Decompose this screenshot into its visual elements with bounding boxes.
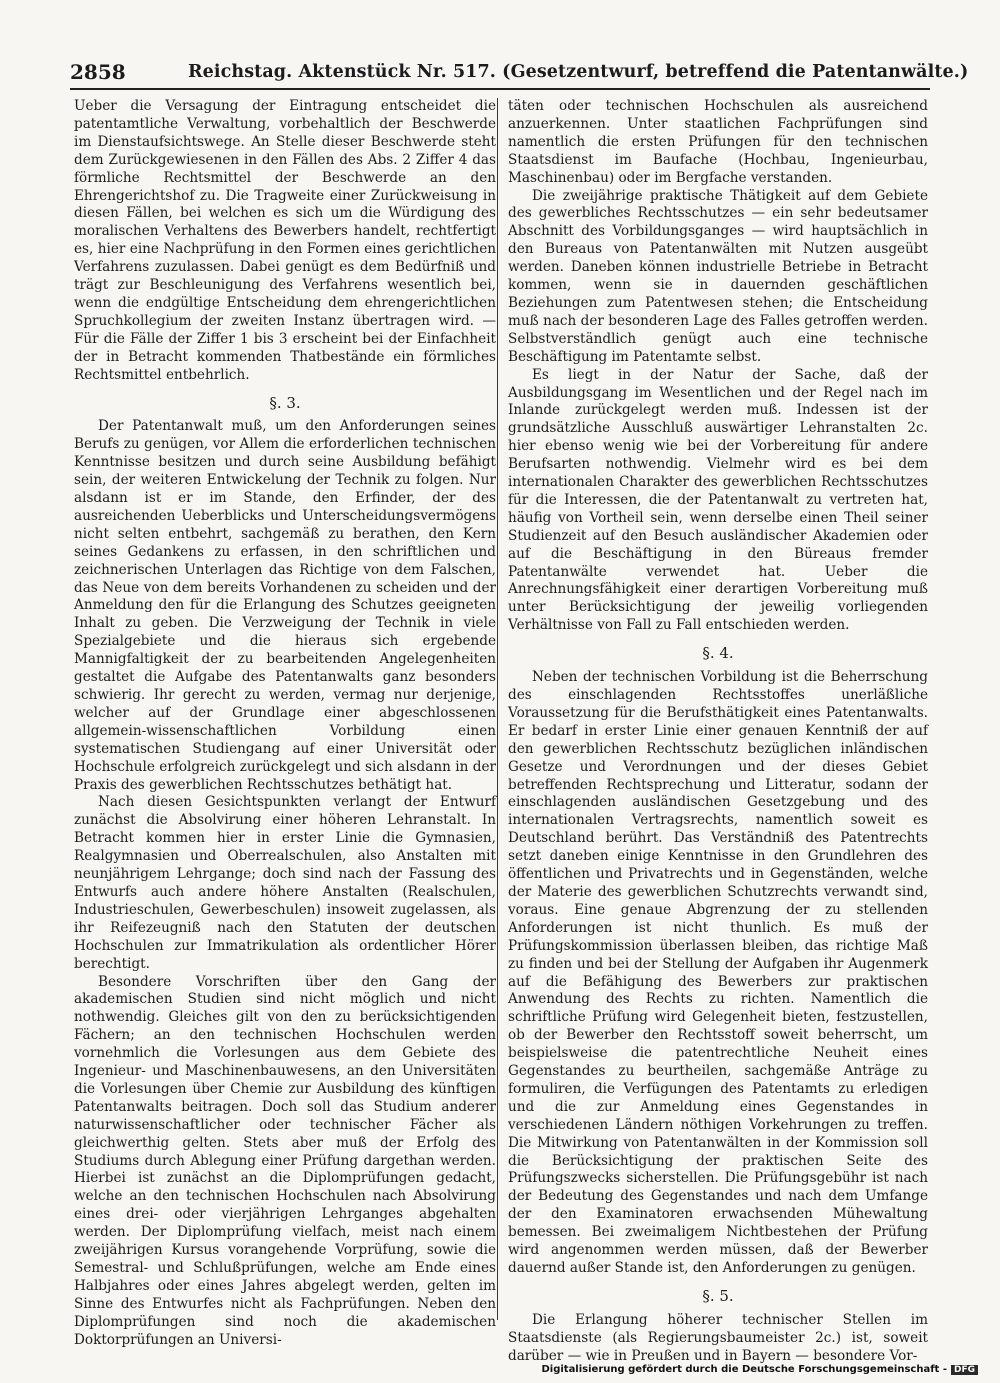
- dfg-logo: DFG: [951, 1365, 978, 1375]
- footer-credit: [541, 1364, 978, 1375]
- paragraph: Es liegt in der Natur der Sache, daß der Ausbildungsgang im Wesentlichen und der Regel nach im Inlande zurückgelegt werden muß. Indessen ist der grundsätzliche Ausschluß auswärtiger Lehranstalten 2c. hier ebenso wenig wie bei der Vorbereitung für andere Berufsarten nothwendig. Vielmehr wird es bei dem internationalen Charakter des gewerblichen Rechtsschutzes für die Interessen, die der Patentanwalt zu vertreten hat, häufig von Vortheil sein, wenn derselbe einen Theil seiner Studienzeit auf den Besuch ausländischer Akademien oder auf die Beschäftigung in den Büreaus fremder Patentanwälte verwendet hat. Ueber die Anrechnungsfähigkeit einer derartigen Vorbereitung muß unter Berücksichtigung der jeweilig vorliegenden Verhältnisse von Fall zu Fall entschieden werden.: [508, 366, 928, 634]
- page-number: 2858: [70, 60, 126, 84]
- paragraph: täten oder technischen Hochschulen als ausreichend anzuerkennen. Unter staatlichen Fachprüfungen sind namentlich die ersten Prüfungen für den technischen Staatsdienst im Baufache (Hochbau, Ingenieurbau, Maschinenbau) oder im Bergfache verstanden.: [508, 98, 928, 186]
- paragraph: Neben der technischen Vorbildung ist die Beherrschung des einschlagenden Rechtsstoffes unerläßliche Voraussetzung für die Berufsthätigkeit eines Patentanwalts. Er bedarf in erster Linie einer genauen Kenntniß der auf den gewerblichen Rechtsschutz bezüglichen inländischen Gesetze und Verordnungen und der dieses Gebiet betreffenden Rechtsprechung und Litteratur, sodann der einschlagenden ausländischen Gesetzgebung und des internationalen Vertragsrechts, namentlich soweit es Deutschland berührt. Das Verständniß des Patentrechts setzt daneben einige Kenntnisse in den Grundlehren des öffentlichen und Privatrechts und in Gegenständen, welche der Materie des gewerblichen Schutzrechts verwandt sind, voraus. Eine genaue Abgrenzung der zu stellenden Anforderungen ist nicht thunlich. Es muß der Prüfungskommission überlassen bleiben, das richtige Maß zu finden und bei der Stellung der Aufgaben ihr Augenmerk auf die Befähigung des Bewerbers zur praktischen Anwendung des Rechts zu richten. Namentlich die schriftliche Prüfung wird Gelegenheit bieten, festzustellen, ob der Bewerber den Rechtsstoff soweit beherrscht, um beispielsweise die patentrechtliche Neuheit eines Gegenstandes zu beurtheilen, sachgemäße Anträge zu formuliren, die Verfügungen des Patentamts zu erledigen und die zur Anmeldung eines Gegenstandes in verschiedenen Ländern nöthigen Vorkehrungen zu treffen. Die Mitwirkung von Patentanwälten in der Kommission soll die Berücksichtigung der praktischen Seite des Prüfungszwecks sicherstellen. Die Prüfungsgebühr ist nach der Bedeutung des Gegenstandes und nach dem Umfange der den Examinatoren erwachsenden Mühewaltung bemessen. Bei zweimaligem Nichtbestehen der Prüfung wird angenommen werden müssen, daß der Bewerber dauernd außer Stande ist, den Anforderungen zu genügen.: [508, 669, 928, 1276]
- section-heading: §. 3.: [269, 393, 301, 412]
- paragraph: Die zweijährige praktische Thätigkeit auf dem Gebiete des gewerbliches Rechtsschutzes — ein sehr bedeutsamer Abschnitt des Vorbildungsganges — wird hauptsächlich in den Bureaus von Patentanwälten mit Nutzen ausgeübt werden. Daneben können industrielle Betriebe in Betracht kommen, wenn sie in dauernden geschäftlichen Beziehungen zum Patentwesen stehen; die Entscheidung muß nach der besonderen Lage des Falles getroffen werden. Selbstverständlich genügt auch eine technische Beschäftigung im Patentamte selbst.: [508, 187, 928, 365]
- running-title: Reichstag. Aktenstück Nr. 517. (Gesetzentwurf, betreffend die Patentanwälte.): [188, 62, 969, 82]
- section-heading: §. 4.: [702, 644, 734, 663]
- header-rule: [70, 88, 930, 90]
- paragraph: Ueber die Versagung der Eintragung entscheidet die patentamtliche Verwaltung, vorbehaltlich der Beschwerde im Dienstaufsichtswege. An Stelle dieser Beschwerde steht dem Zurückgewiesenen in den Fällen des Abs. 2 Ziffer 4 das förmliche Rechtsmittel der Beschwerde an den Ehrengerichtshof zu. Die Tragweite einer Zurückweisung in diesen Fällen, bei welchen es sich um die Würdigung des moralischen Verhaltens des Bewerbers handelt, rechtfertigt es, hier eine Nachprüfung in den Formen eines gerichtlichen Verfahrens zuzulassen. Dabei genügt es dem Bedürfniß und trägt zur Beschleunigung des Verfahrens wesentlich bei, wenn die endgültige Entscheidung dem ehrengerichtlichen Spruchkollegium der zweiten Instanz übertragen wird. — Für die Fälle der Ziffer 1 bis 3 erscheint bei der Einfachheit der in Betracht kommenden Thatbestände ein förmliches Rechtsmittel entbehrlich.: [74, 98, 496, 383]
- column-divider: [497, 98, 498, 1320]
- page-header: [70, 56, 969, 90]
- paragraph: Die Erlangung höherer technischer Stellen im Staatsdienste (als Regierungsbaumeister 2c.) ist, soweit darüber — wie in Preußen und in Bayern — besondere Vor-: [508, 1311, 928, 1364]
- paragraph: Besondere Vorschriften über den Gang der akademischen Studien sind nicht möglich und nicht nothwendig. Gleiches gilt von den zu berücksichtigenden Fächern; an den technischen Hochschulen werden vornehmlich die Vorlesungen aus dem Gebiete des Ingenieur- und Maschinenbauwesens, an den Universitäten die Vorlesungen über Chemie zur Ausbildung des künftigen Patentanwalts beitragen. Doch soll das Studium anderer naturwissenschaftlicher oder technischer Fächer als gleichwerthig gelten. Stets aber muß der Erfolg des Studiums durch Ablegung einer Prüfung dargethan werden. Hierbei ist zunächst an die Diplomprüfungen gedacht, welche an den technischen Hochschulen nach Absolvirung eines drei- oder vierjährigen Lehrganges abgehalten werden. Der Diplomprüfung vielfach, meist nach einem zweijährigen Kursus vorangehende Vorprüfung, sowie die Semestral- und Schlußprüfungen, welche am Ende eines Halbjahres oder eines Jahres abgelegt werden, gelten im Sinne des Entwurfes nicht als Fachprüfungen. Neben den Diplomprüfungen sind noch die akademischen Doktorprüfungen an Universi-: [74, 973, 496, 1348]
- paragraph: Der Patentanwalt muß, um den Anforderungen seines Berufs zu genügen, vor Allem die erforderlichen technischen Kenntnisse besitzen und durch seine Ausbildung befähigt sein, der weiteren Entwickelung der Technik zu folgen. Nur alsdann ist er im Stande, den Erfinder, der des ausreichenden Ueberblicks und Unterscheidungsvermögens nicht selten entbehrt, sachgemäß zu berathen, den Kern seines Gedankens zu erfassen, in den schriftlichen und zeichnerischen Unterlagen das Richtige von dem Falschen, das Neue von dem bereits Vorhandenen zu scheiden und der Anmeldung den für die Erlangung des Schutzes geeigneten Inhalt zu geben. Die Verzweigung der Technik in viele Spezialgebiete und die hieraus sich ergebende Mannigfaltigkeit der zu bearbeitenden Angelegenheiten gestaltet die Aufgabe des Patentanwalts ganz besonders schwierig. Ihr gerecht zu werden, vermag nur derjenige, welcher auf der Grundlage einer abgeschlossenen allgemein-wissenschaftlichen Vorbildung einen systematischen Studiengang auf einer Universität oder Hochschule erfolgreich zurückgelegt und sich alsdann in der Praxis des gewerblichen Rechtsschutzes bethätigt hat.: [74, 418, 496, 793]
- section-heading: §. 5.: [702, 1286, 734, 1305]
- paragraph: Nach diesen Gesichtspunkten verlangt der Entwurf zunächst die Absolvirung einer höheren Lehranstalt. In Betracht kommen hier in erster Linie die Gymnasien, Realgymnasien und Oberrealschulen, also Anstalten mit neunjährigem Lehrgange; doch sind nach der Fassung des Entwurfs auch andere höhere Anstalten (Realschulen, Industrieschulen, Gewerbeschulen) insoweit zugelassen, als ihr Reifezeugniß nach den Statuten der deutschen Hochschulen zur Immatrikulation als ordentlicher Hörer berechtigt.: [74, 794, 496, 972]
- left-column: [74, 98, 496, 1350]
- footer-text: Digitalisierung gefördert durch die Deutsche Forschungsgemeinschaft -: [541, 1364, 947, 1375]
- right-column: [508, 98, 928, 1366]
